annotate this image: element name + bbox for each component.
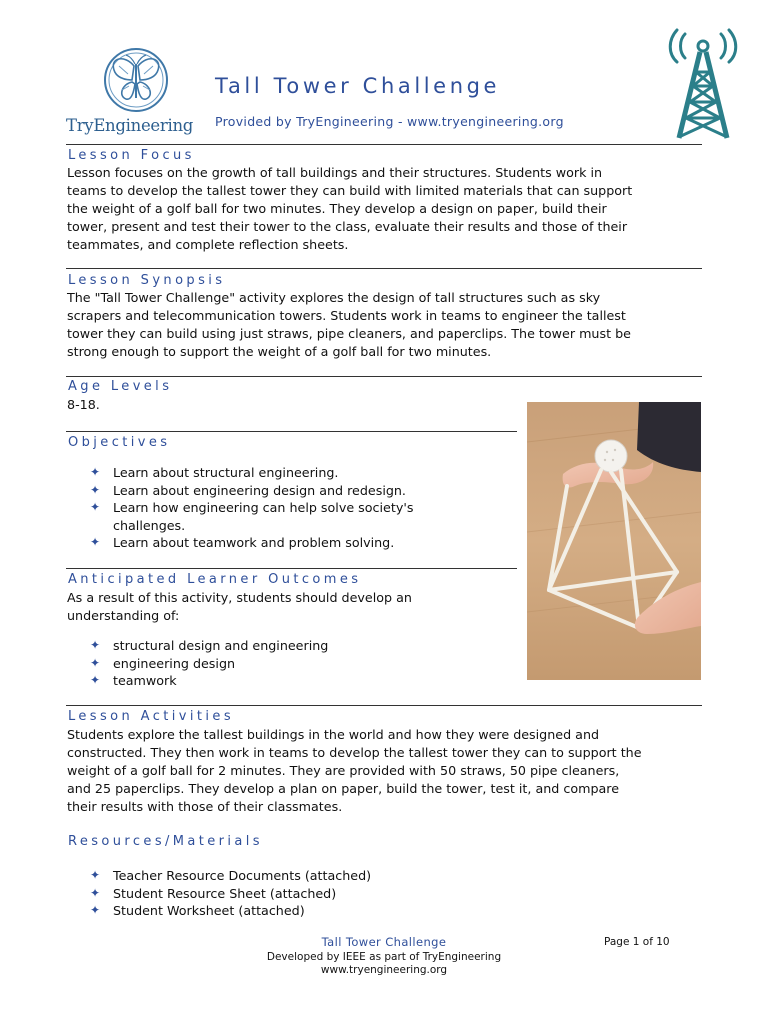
list-item: [90, 482, 413, 500]
list-item-text: challenges.: [113, 517, 186, 533]
text-line: As a result of this activity, students should develop an: [67, 590, 412, 605]
list-item-text: Teacher Resource Documents (attached): [113, 868, 372, 883]
list-item-text: Student Resource Sheet (attached): [113, 885, 337, 901]
header-divider: [66, 144, 702, 145]
star-bullet-icon: ✦: [90, 535, 101, 549]
text-line: strong enough to support the weight of a golf ball for two minutes.: [67, 344, 492, 359]
list-item-text: Learn how engineering can help solve society's: [113, 500, 414, 515]
star-bullet-icon: ✦: [90, 673, 101, 687]
star-bullet-icon: ✦: [90, 500, 101, 514]
star-bullet-icon: ✦: [90, 655, 101, 670]
text-line: their results with those of their classmates.: [67, 799, 343, 814]
list-item-text: structural design and engineering: [113, 638, 329, 653]
list-item: [90, 499, 413, 517]
section-divider: [66, 705, 702, 706]
outcomes-list: [90, 637, 328, 690]
section-divider: [66, 568, 517, 569]
list-item-text: engineering design: [113, 655, 236, 671]
star-bullet-icon: ✦: [90, 638, 101, 652]
logo-wordmark: TryEngineering: [66, 116, 194, 135]
text-line: tower they can build using just straws, pipe cleaners, and paperclips. The tower must be: [67, 326, 631, 341]
list-item: [90, 534, 413, 552]
page-title: Tall Tower Challenge: [215, 74, 501, 98]
lesson-focus-text: [67, 164, 632, 254]
lesson-focus-heading: Lesson Focus: [68, 148, 195, 163]
age-levels-heading: Age Levels: [68, 379, 173, 394]
learner-outcomes-heading: Anticipated Learner Outcomes: [68, 572, 362, 587]
text-line: the weight of a golf ball for two minutes. They develop a design on paper, build their: [67, 201, 607, 216]
footer-url: www.tryengineering.org: [320, 964, 448, 976]
text-line: constructed. They then work in teams to develop the tallest tower they can to support the: [67, 745, 642, 760]
star-bullet-icon: ✦: [90, 868, 101, 882]
list-item: [90, 655, 328, 673]
star-bullet-icon: ✦: [90, 482, 101, 497]
list-item-text: teamwork: [113, 673, 177, 688]
star-bullet-icon: ✦: [90, 903, 101, 917]
list-item-text: Learn about engineering design and redesign.: [113, 482, 406, 498]
text-line: teammates, and complete reflection sheets.: [67, 237, 349, 252]
list-item-text: Learn about structural engineering.: [113, 465, 339, 480]
text-line: tower, present and test their tower to the class, evaluate their results and those of their: [67, 219, 628, 234]
page-number: Page 1 of 10: [604, 936, 670, 948]
text-line: understanding of:: [67, 608, 180, 623]
star-bullet-icon: ✦: [90, 465, 101, 479]
resources-heading: Resources/Materials: [68, 834, 263, 849]
list-item: [90, 902, 371, 920]
list-item: [90, 637, 328, 655]
list-item: [90, 672, 328, 690]
lesson-synopsis-text: [67, 289, 631, 361]
page-subtitle: Provided by TryEngineering - www.tryengineering.org: [215, 114, 564, 129]
text-line: scrapers and telecommunication towers. Students work in teams to engineer the tallest: [67, 308, 626, 323]
list-item-text: Learn about teamwork and problem solving.: [113, 535, 395, 550]
butterfly-logo-icon: [66, 44, 206, 116]
text-line: weight of a golf ball for 2 minutes. They are provided with 50 straws, 50 pipe cleaners,: [67, 763, 620, 778]
section-divider: [66, 376, 702, 377]
lesson-activities-heading: Lesson Activities: [68, 709, 234, 724]
radio-tower-icon: [663, 28, 743, 140]
text-line: Students explore the tallest buildings in the world and how they were designed and: [67, 727, 600, 742]
list-item: [90, 885, 371, 903]
objectives-heading: Objectives: [68, 435, 171, 450]
text-line: teams to develop the tallest tower they can build with limited materials that can support: [67, 183, 633, 198]
tower-photo: [527, 402, 701, 680]
learner-outcomes-text: [67, 589, 412, 625]
list-item: [90, 867, 371, 885]
list-item-text: Student Worksheet (attached): [113, 903, 305, 918]
footer-title: Tall Tower Challenge: [321, 935, 447, 949]
lesson-synopsis-heading: Lesson Synopsis: [68, 273, 226, 288]
lesson-activities-text: [67, 726, 642, 816]
text-line: Lesson focuses on the growth of tall buildings and their structures. Students work in: [67, 165, 603, 180]
tryengineering-logo: [66, 44, 206, 140]
section-divider: [66, 268, 702, 269]
age-levels-text: 8-18.: [67, 397, 100, 412]
text-line: and 25 paperclips. They develop a plan on paper, build the tower, test it, and compare: [67, 781, 620, 796]
objectives-list: [90, 464, 413, 552]
list-item: [90, 464, 413, 482]
star-bullet-icon: ✦: [90, 885, 101, 900]
list-item-continuation: [90, 517, 413, 535]
text-line: The "Tall Tower Challenge" activity explores the design of tall structures such as sky: [67, 290, 601, 305]
section-divider: [66, 431, 517, 432]
resources-list: [90, 867, 371, 920]
footer-credit: Developed by IEEE as part of TryEngineering: [266, 951, 502, 963]
